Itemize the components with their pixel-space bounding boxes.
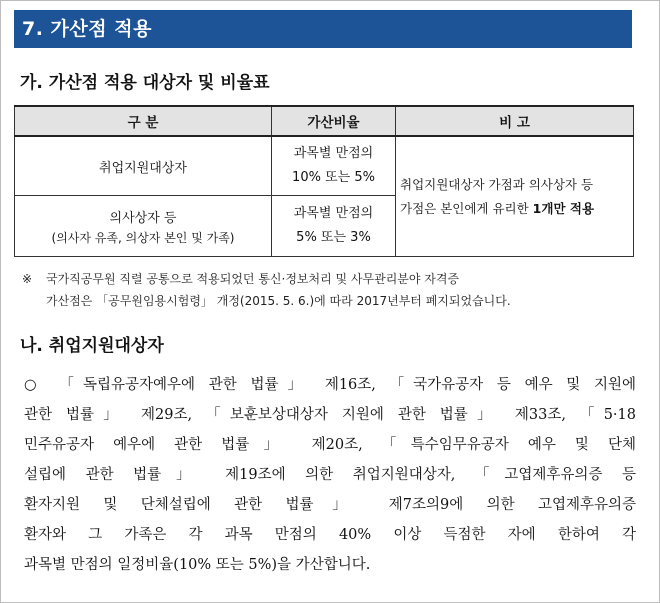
row-category [15,196,272,257]
note-line1: 취업지원대상자 가점과 의사상자 등 [400,176,594,192]
paragraph-line: 과목별 만점의 일정비율(10% 또는 5%)을 가산합니다. [24,557,371,573]
paragraph-line: 설립에 관한 법률」 제19조에 의한 취업지원대상자, 「고엽제후유의증 등 [24,467,636,483]
footnote-line1: 국가직공무원 직렬 공통으로 적용되었던 통신·정보처리 및 사무관리분야 자격증 [46,272,460,286]
paragraph-line: ○ 「독립유공자예우에 관한 법률」 제16조, 「국가유공자 등 예우 및 지원에 [24,377,636,393]
table-row [15,136,634,196]
paragraph-line: 환자지원 및 단체설립에 관한 법률」 제7조의9에 의한 고엽제후유의증 [24,497,636,513]
subsection-b-title: 나. 취업지원대상자 [20,336,164,356]
table-note-cell [396,136,634,257]
header-note: 비 고 [396,106,634,136]
row-rate-line2: 10% 또는 5% [292,170,375,185]
footnote-mark: ※ [22,272,33,286]
footnote [22,268,638,312]
paragraph-line: 관한 법률」 제29조, 「보훈보상대상자 지원에 관한 법률」 제33조, 「5·18 [24,407,636,423]
footnote-line2: 가산점은 「공무원임용시험령」 개정(2015. 5. 6.)에 따라 2017년부터 폐지되었습니다. [46,294,511,308]
row-category-sublabel: (의사자 유족, 의상자 본인 및 가족) [51,230,235,245]
header-category: 구 분 [15,106,272,136]
row-category [15,136,272,196]
note-line2-bold: 1개만 적용 [532,200,595,216]
header-rate: 가산비율 [272,106,396,136]
row-rate-line1: 과목별 만점의 [293,146,374,161]
section-title-banner: 7. 가산점 적용 [14,10,632,48]
paragraph-line: 환자와 그 가족은 각 과목 만점의 40% 이상 득점한 자에 한하여 각 [24,527,636,543]
bonus-rate-table [14,105,634,257]
paragraph-line: 민주유공자 예우에 관한 법률」 제20조, 「특수임무유공자 예우 및 단체 [24,437,636,453]
note-line2-prefix: 가점은 본인에게 유리한 [400,200,533,216]
row-category-label: 취업지원대상자 [99,160,187,176]
row-rate-line2: 5% 또는 3% [296,230,371,245]
row-rate [272,136,396,196]
row-rate-line1: 과목별 만점의 [293,206,374,221]
eligibility-paragraph [24,370,636,580]
row-rate [272,196,396,257]
row-category-label: 의사상자 등 [109,210,177,226]
subsection-a-title: 가. 가산점 적용 대상자 및 비율표 [20,73,270,93]
